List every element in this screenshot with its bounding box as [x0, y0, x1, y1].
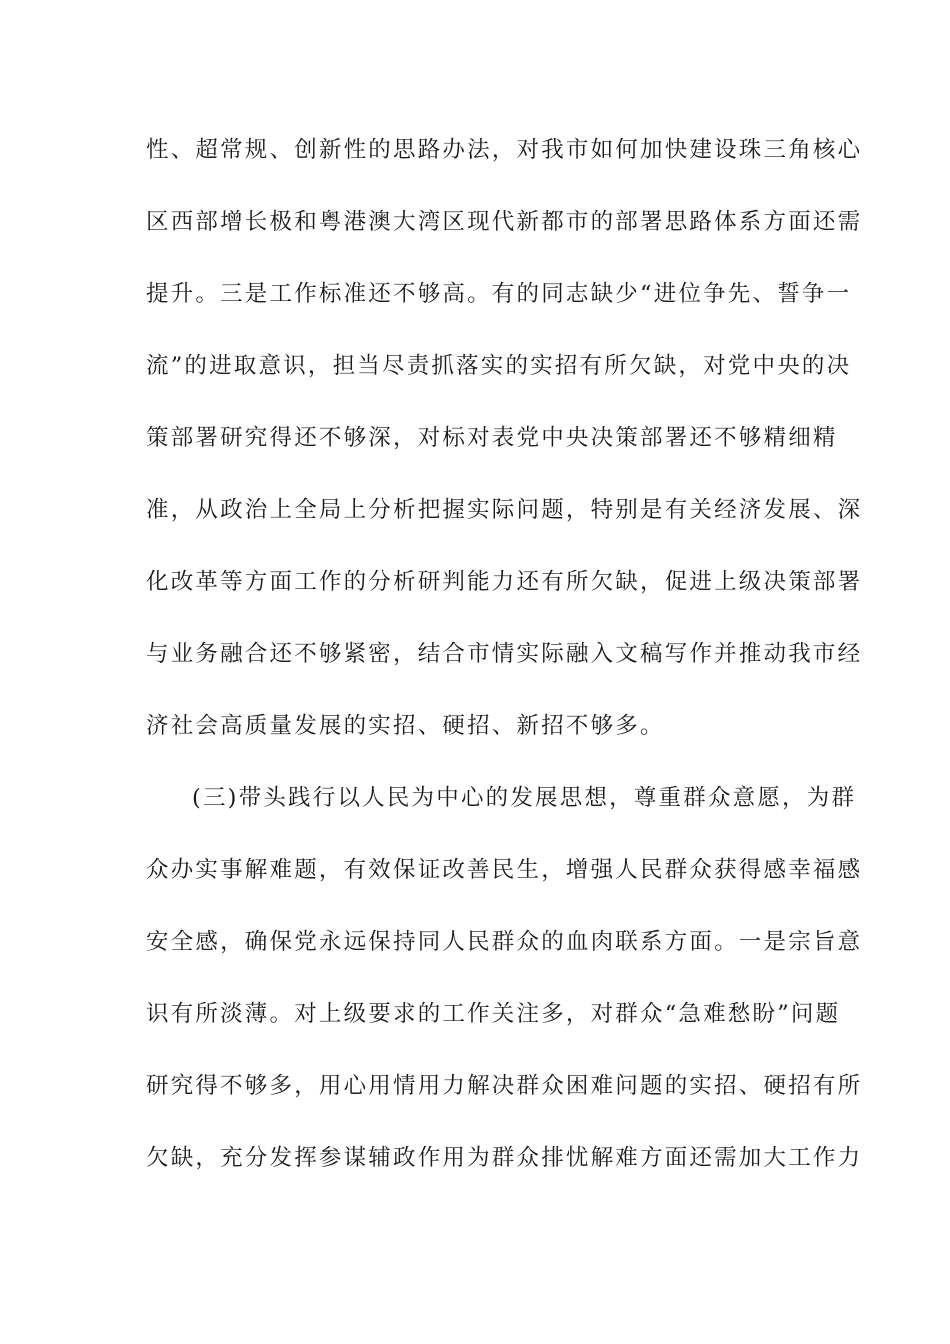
text-line-5: 策部署研究得还不够深，对标对表党中央决策部署还不够精细精	[146, 425, 838, 451]
section-heading-line: (三)带头践行以人民为中心的发展思想，尊重群众意愿，为群	[192, 785, 857, 811]
text-line-3: 提升。三是工作标准还不够高。有的同志缺少“进位争先、誓争一	[146, 281, 852, 307]
text-line-14: 研究得不够多，用心用情用力解决群众困难问题的实招、硬招有所	[146, 1073, 863, 1099]
text-line-8: 与业务融合还不够紧密，结合市情实际融入文稿写作并推动我市经	[146, 641, 863, 667]
text-line-4: 流”的进取意识，担当尽责抓落实的实招有所欠缺，对党中央的决	[146, 353, 852, 379]
text-line-6: 准，从政治上全局上分析把握实际问题，特别是有关经济发展、深	[146, 497, 863, 523]
text-line-9: 济社会高质量发展的实招、硬招、新招不够多。	[146, 713, 665, 739]
text-line-12: 安全感，确保党永远保持同人民群众的血肉联系方面。一是宗旨意	[146, 929, 863, 955]
text-line-13: 识有所淡薄。对上级要求的工作关注多，对群众“急难愁盼”问题	[146, 1001, 841, 1027]
text-line-15: 欠缺，充分发挥参谋辅政作用为群众排忧解难方面还需加大工作力	[146, 1145, 863, 1171]
text-line-1: 性、超常规、创新性的思路办法，对我市如何加快建设珠三角核心	[146, 137, 863, 163]
text-line-2: 区西部增长极和粤港澳大湾区现代新都市的部署思路体系方面还需	[146, 209, 863, 235]
text-line-11: 众办实事解难题，有效保证改善民生，增强人民群众获得感幸福感	[146, 857, 863, 883]
body-text	[146, 128, 863, 1208]
text-line-7: 化改革等方面工作的分析研判能力还有所欠缺，促进上级决策部署	[146, 569, 863, 595]
